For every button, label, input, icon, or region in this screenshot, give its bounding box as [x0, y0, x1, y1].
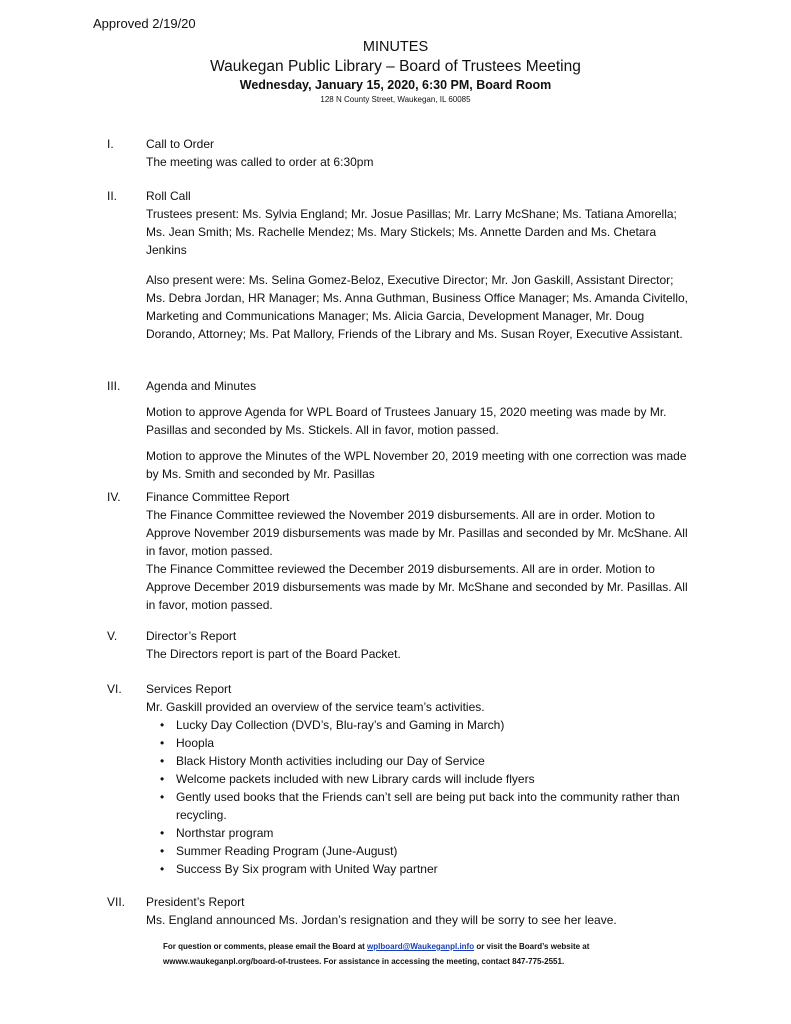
list-item: • Northstar program: [146, 824, 696, 842]
section-heading: Call to Order: [146, 137, 215, 151]
section-number: V.: [107, 629, 118, 643]
organization-title: Waukegan Public Library – Board of Trustees Meeting: [210, 58, 581, 75]
footer-line-2: wwww.waukeganpl.org/board-of-trustees. For assistance in accessing the meeting, contact 847-775-2551.: [163, 957, 565, 966]
list-item: • Black History Month activities including our Day of Service: [146, 752, 696, 770]
section-heading: Services Report: [146, 682, 232, 696]
services-list: [146, 716, 696, 878]
section-text: Ms. England announced Ms. Jordan’s resignation and they will be sorry to see her leave.: [146, 913, 617, 927]
section-heading: Agenda and Minutes: [146, 379, 257, 393]
december-disbursements: The Finance Committee reviewed the December 2019 disbursements. All are in order. Motion to Approve December 2019 disbursements was made by Mr. McShane and seconded by Mr. Pasillas. All in favor, motion passed.: [146, 562, 688, 612]
list-item: • Welcome packets included with new Library cards will include flyers: [146, 770, 696, 788]
meeting-date: Wednesday, January 15, 2020, 6:30 PM, Board Room: [239, 78, 552, 92]
list-item: • Lucky Day Collection (DVD’s, Blu-ray’s and Gaming in March): [146, 716, 696, 734]
section-number: VI.: [107, 682, 122, 696]
footer-line-1: [163, 939, 663, 954]
section-number: II.: [107, 189, 118, 203]
november-disbursements: The Finance Committee reviewed the November 2019 disbursements. All are in order. Motion to Approve November 2019 disbursements was made by Mr. Pasillas and seconded by Mr. McShane. All in favor, motion passed.: [146, 508, 688, 558]
section-number: IV.: [107, 490, 121, 504]
document-title: MINUTES: [362, 39, 429, 55]
list-item: • Hoopla: [146, 734, 696, 752]
section-text: The Directors report is part of the Board Packet.: [146, 647, 401, 661]
section-number: III.: [107, 379, 121, 393]
section-heading: Director’s Report: [146, 629, 237, 643]
services-intro: Mr. Gaskill provided an overview of the service team’s activities.: [146, 700, 485, 714]
footer-contact-text: For question or comments, please email the Board at: [163, 942, 368, 951]
section-text: The meeting was called to order at 6:30pm: [146, 155, 374, 169]
section-number: I.: [107, 137, 114, 151]
agenda-motion: Motion to approve Agenda for WPL Board of Trustees January 15, 2020 meeting was made by Mr. Pasillas and seconded by Ms. Stickels. All in favor, motion passed.: [146, 405, 667, 437]
also-present: Also present were: Ms. Selina Gomez-Beloz, Executive Director; Mr. Jon Gaskill, Assistant Director; Ms. Debra Jordan, HR Manager; Ms. Anna Guthman, Business Office Manager; Ms. Amanda Civitello, Marketing and Communications Manager; Ms. Alicia Garcia, Development Manager, Mr. Doug Dorando, Attorney; Ms. Pat Mallory, Friends of the Library and Ms. Susan Royer, Executive Assistant.: [146, 273, 689, 341]
board-email-link[interactable]: wplboard@Waukeganpl.info: [367, 942, 475, 951]
section-heading: President’s Report: [146, 895, 245, 909]
list-item: • Gently used books that the Friends can’t sell are being put back into the community rather than recycling.: [146, 788, 696, 824]
section-heading: Roll Call: [146, 189, 191, 203]
list-item: • Summer Reading Program (June-August): [146, 842, 696, 860]
footer-website-text: or visit the Board’s website at: [474, 942, 590, 951]
section-number: VII.: [107, 895, 126, 909]
page-footer: [163, 939, 663, 969]
trustees-present: Trustees present: Ms. Sylvia England; Mr. Josue Pasillas; Mr. Larry McShane; Ms. Tatiana Amorella; Ms. Jean Smith; Ms. Rachelle Mendez; Ms. Mary Stickels; Ms. Annette Darden and Ms. Chetara Jenkins: [146, 207, 677, 257]
meeting-address: 128 N County Street, Waukegan, IL 60085: [320, 95, 471, 104]
section-heading: Finance Committee Report: [146, 490, 290, 504]
list-item: • Success By Six program with United Way partner: [146, 860, 696, 878]
approved-stamp: Approved 2/19/20: [93, 16, 196, 31]
document-header: [0, 38, 791, 105]
minutes-motion: Motion to approve the Minutes of the WPL November 20, 2019 meeting with one correction was made by Ms. Smith and seconded by Mr. Pasillas: [146, 449, 687, 481]
